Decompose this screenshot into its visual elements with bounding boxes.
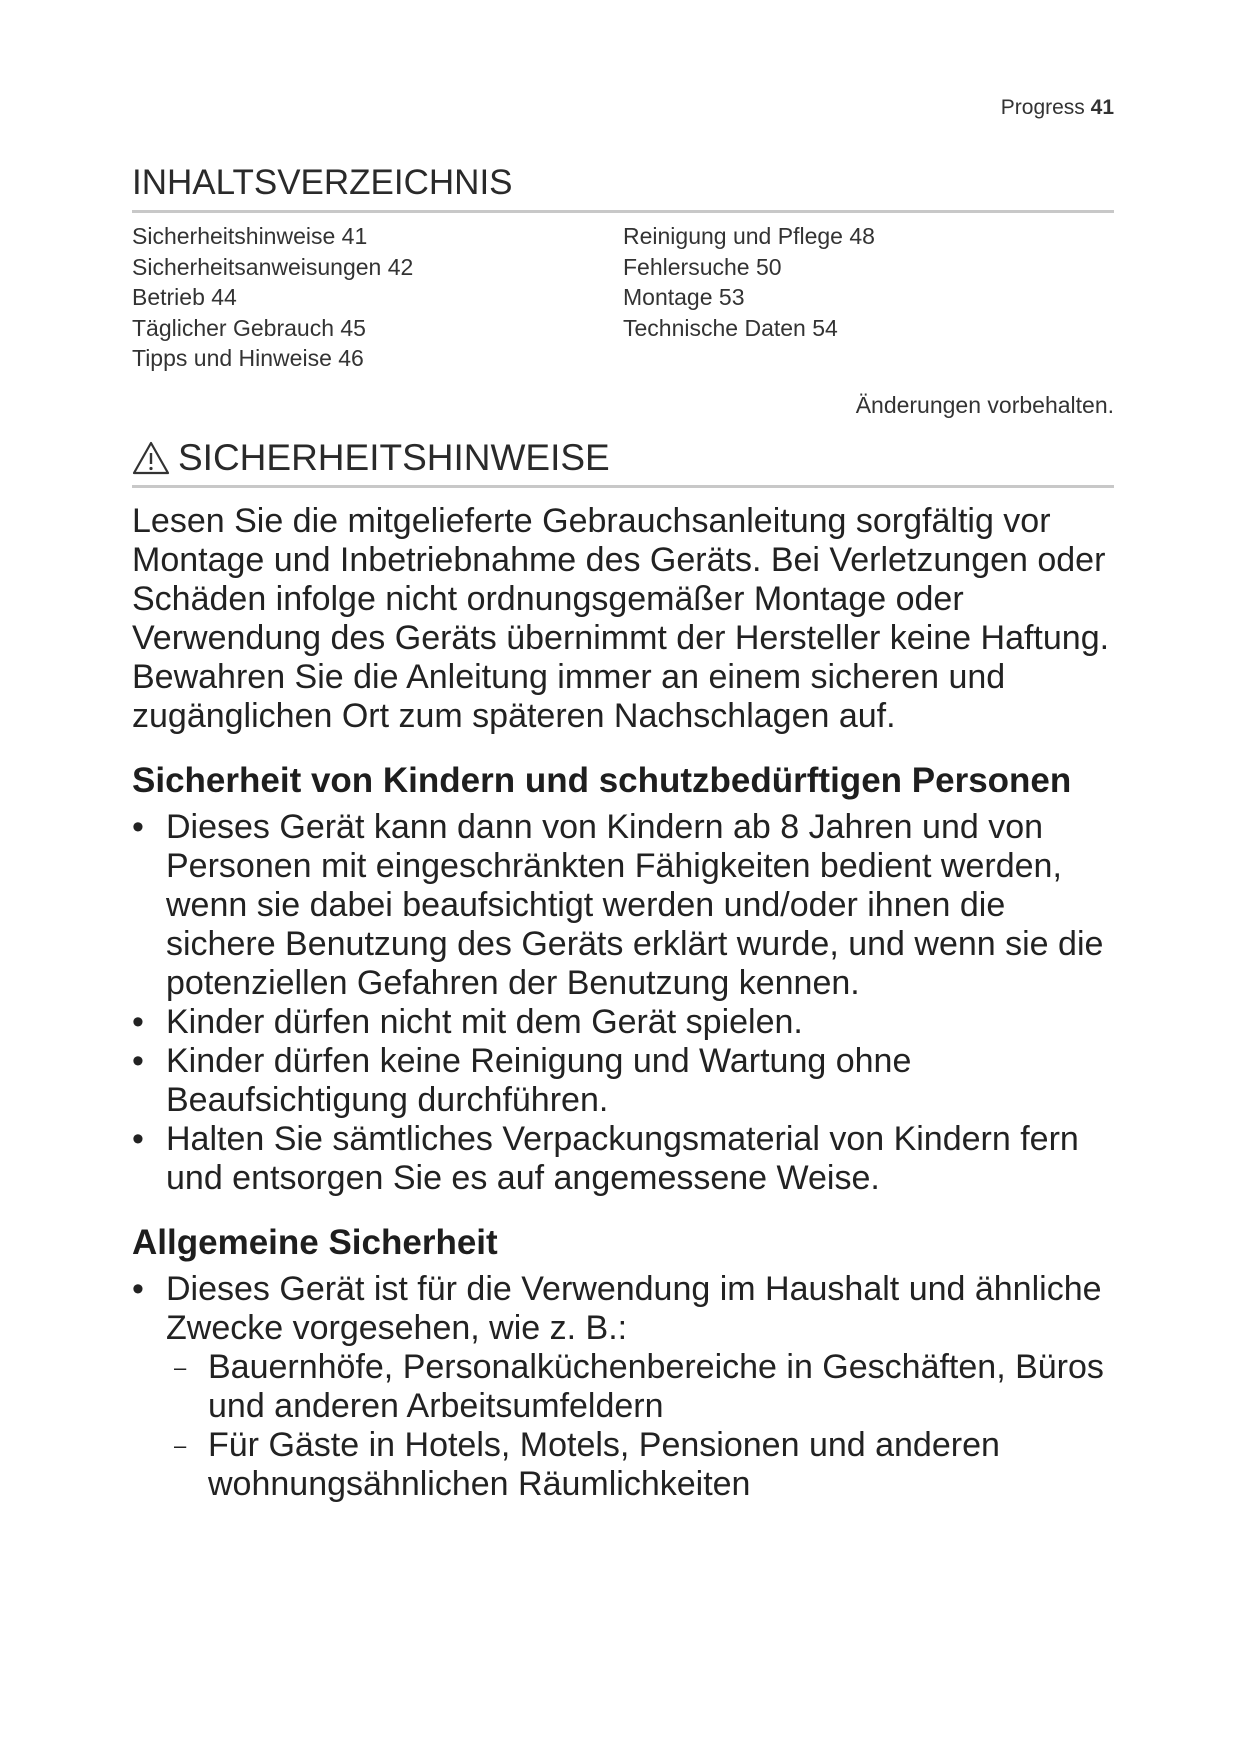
toc-item[interactable]: Reinigung und Pflege 48 <box>623 223 875 249</box>
general-safety-sublist <box>166 1348 1114 1504</box>
children-safety-list <box>132 808 1114 1198</box>
toc-item[interactable]: Montage 53 <box>623 284 745 310</box>
toc-divider <box>132 210 1114 213</box>
sublist-item: – Bauernhöfe, Personalküchenbereiche in Geschäften, Büros und anderen Arbeitsumfeldern <box>174 1347 1104 1425</box>
toc-item[interactable]: Fehlersuche 50 <box>623 253 782 280</box>
safety-title: SICHERHEITSHINWEISE <box>178 436 610 478</box>
safety-divider <box>132 485 1114 488</box>
toc-item[interactable]: Tipps und Hinweise 46 <box>132 345 364 371</box>
general-safety-list <box>132 1270 1114 1504</box>
safety-section-title <box>132 435 1114 481</box>
general-safety-heading: Allgemeine Sicherheit <box>132 1222 498 1262</box>
page-number: 41 <box>1090 96 1114 119</box>
toc-item[interactable]: Technische Daten 54 <box>623 314 838 341</box>
page-content <box>132 160 1114 1504</box>
children-safety-heading: Sicherheit von Kindern und schutzbedürftigen Personen <box>132 760 1072 800</box>
warning-triangle-icon <box>132 441 170 475</box>
list-item: • Dieses Gerät kann dann von Kindern ab 8 Jahren und von Personen mit eingeschränkten Fähigkeiten bedient werden, wenn sie dabei beaufsichtigt werden und/oder ihnen die sichere Benutzung des Geräts erklärt wurde, und wenn sie die potenziellen Gefahren der Benutzung kennen. <box>132 807 1104 1002</box>
brand-name: Progress <box>1000 96 1085 119</box>
toc-column-right <box>623 221 1114 374</box>
toc-item[interactable]: Täglicher Gebrauch 45 <box>132 314 366 341</box>
list-item: • Kinder dürfen nicht mit dem Gerät spielen. <box>132 1002 803 1041</box>
list-item: • Kinder dürfen keine Reinigung und Wartung ohne Beaufsichtigung durchführen. <box>132 1041 912 1119</box>
toc-item[interactable]: Sicherheitshinweise 41 <box>132 223 368 249</box>
toc-title: INHALTSVERZEICHNIS <box>132 163 513 202</box>
table-of-contents <box>132 221 1114 374</box>
list-item: • Dieses Gerät ist für die Verwendung im Haushalt und ähnliche Zwecke vorgesehen, wie z. B.: – Bauernhöfe, Personalküchenbereiche in Geschäften, Büros und anderen Arbeitsumfeldern – Für Gäste in Hotels, Motels, Pensionen und anderen wohnungsähnlichen Räumlichkeiten <box>132 1270 1114 1504</box>
page-header <box>1001 96 1114 120</box>
toc-item[interactable]: Sicherheitsanweisungen 42 <box>132 253 414 280</box>
toc-item[interactable]: Betrieb 44 <box>132 284 237 310</box>
safety-intro: Lesen Sie die mitgelieferte Gebrauchsanleitung sorgfältig vor Montage und Inbetriebnahme des Geräts. Bei Verletzungen oder Schäden infolge nicht ordnungsgemäßer Montage oder Verwendung des Geräts übernimmt der Hersteller keine Haftung. Bewahren Sie die Anleitung immer an einem sicheren und zugänglichen Ort zum späteren Nachschlagen auf. <box>132 501 1110 735</box>
list-item: • Halten Sie sämtliches Verpackungsmaterial von Kindern fern und entsorgen Sie es auf angemessene Weise. <box>132 1119 1079 1197</box>
changes-note: Änderungen vorbehalten. <box>855 391 1114 418</box>
sublist-item: – Für Gäste in Hotels, Motels, Pensionen und anderen wohnungsähnlichen Räumlichkeiten <box>174 1425 1000 1503</box>
toc-column-left <box>132 221 623 374</box>
